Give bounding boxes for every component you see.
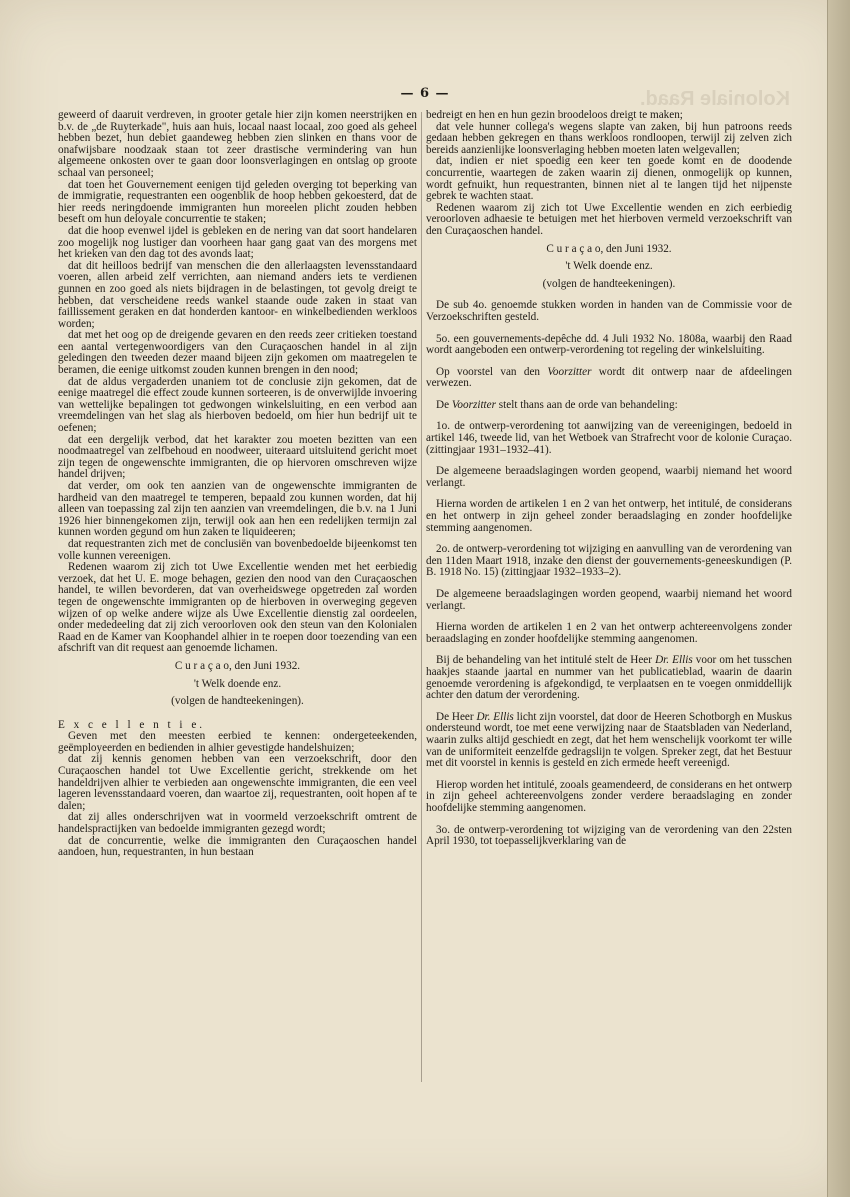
paragraph-3o: 3o. de ontwerp-verordening tot wijziging van de verordening van den 22sten April 1930, tot toepasselijkverklaring van de — [426, 823, 792, 848]
paragraph-beraadslaging: De algemeene beraadslagingen worden geopend, waarbij niemand het woord verlangt. — [426, 465, 792, 489]
paragraph-voorstel — [426, 367, 792, 390]
paragraph: Redenen waarom zij zich tot Uwe Excellentie wenden en zich eerbiedig veroorloven adhaesie te betuigen met het hierboven vermeld verzoekschrift van den Curaçaoschen handel. — [426, 201, 792, 237]
paragraph: dat, indien er niet spoedig een keer ten goede komt en de doodende concurrentie, waartegen de zaken waarin zij dienen, onmogelijk op kunnen, wordt gefnuikt, hun requestranten, binnen niet al te langen tijd het nijpenste gebrek te wachten staat. — [426, 155, 792, 203]
paragraph: dat zij kennis genomen hebben van een verzoekschrift, door den Curaçaoschen handel tot Uwe Excellentie gericht, strekkende om het handeldrijven alhier te verbieden aan ongewenschte immigranten, die een veel lageren levensstandaard voeren, dan waartoe zij, requestranten, ooit hopen af te dalen; — [58, 753, 417, 812]
paragraph: geweerd of daaruit verdreven, in grooter getale hier zijn komen neerstrijken en b.v. de „de Ruyterkade", huis aan huis, locaal naast locaal, zoo goed als geheel hebben bezet, hun debiet gaandeweg hebben zien slinken en thans voor de onafwijsbare noodzaak staan tot zeer drastische vermindering van hun algemeene onkosten over te gaan door loonsverlagingen en ontslag op groote schaal van personeel; — [58, 109, 417, 179]
dr-ellis-italic: Dr. Ellis — [655, 654, 693, 667]
paragraph: Redenen waarom zij zich tot Uwe Excellentie wenden met het eerbiedig verzoek, dat het U. E. moge behagen, gezien den nood van den Curaçaoschen handel, te willen bevorderen, dat van overheidswege opgetreden zal worden tegen de ongewenschte immigranten op de hierboven in overweging gegeven wijzen of op welke andere wijze als Uwe Excellentie dienstig zal oordeelen, onder mededeeling dat zij zich veroorloven ook den steun van den Kolonialen Raad en de Kamer van Koophandel alhier in te roepen door toezending van een afschrift van dit request aan genoemde lichamen. — [58, 561, 417, 655]
paragraph: dat met het oog op de dreigende gevaren en den reeds zeer critieken toestand een aantal vertegenwoordigers van den Curaçaoschen handel in al zijn geledingen den tweeden dezer maand bijeen zijn gekomen om maatregelen te beramen, die eenige uitkomst zouden kunnen brengen in den nood; — [58, 329, 417, 377]
paragraph: dat verder, om ook ten aanzien van de ongewenschte immigranten de hardheid van den maatregel te temperen, bepaald zou kunnen worden, dat hij alleen van toepassing zal zijn ten aanzien van vreemdelingen, die b.v. na 1 Juni 1926 hier binnengekomen zijn, terwijl ook aan hen een redelijken termijn zal kunnen worden gegund om hun zaken te liquideeren; — [58, 480, 417, 539]
paragraph-1o: 1o. de ontwerp-verordening tot aanwijzing van de vereenigingen, bedoeld in artikel 146, tweede lid, van het Wetboek van Strafrecht voor de kolonie Curaçao. (zittingjaar 1931–1932–41). — [426, 420, 792, 456]
closing-formula: 't Welk doende enz. — [565, 260, 653, 273]
right-column — [426, 110, 792, 848]
paragraph-5o: 5o. een gouvernements-depêche dd. 4 Juli 1932 No. 1808a, waarbij den Raad wordt aangeboden een ontwerp-verordening tot regeling der winkelsluiting. — [426, 332, 792, 357]
voorzitter-italic: Voorzitter — [451, 398, 496, 411]
paragraph-beraadslaging: De algemeene beraadslagingen worden geopend, waarbij niemand het woord verlangt. — [426, 588, 792, 612]
text-run: wordt dit ontwerp naar de afdeelingen verwezen. — [426, 365, 792, 390]
signatures-note: (volgen de handteekeningen). — [171, 695, 304, 708]
text-run: Op voorstel van den — [436, 365, 548, 378]
paragraph-ellis — [426, 655, 792, 701]
paragraph: dat dit heilloos bedrijf van menschen die den allerlaagsten levensstandaard voeren, allen arbeid zelf verrichten, aan niemand anders iets te verdienen gunnen en zoo goed als niets bijdragen in de belastingen, tot gevolg dreigt te hebben, dat verscheidene reeds wankel staande oude zaken in staat van faillissement geraken en dat honderden kantoor- en winkelbedienden werkloos worden; — [58, 259, 417, 330]
paragraph: dat die hoop evenwel ijdel is gebleken en de nering van dat soort handelaren zoo mogelijk nog lustiger dan voorheen haar gang gaat van des morgens met het krieken van den dag tot des avonds laat; — [58, 224, 417, 261]
paragraph: dat zij alles onderschrijven wat in voormeld verzoekschrift omtrent de handelspractijken van bedoelde immigranten gezegd wordt; — [58, 811, 417, 836]
page-edge-strip — [827, 0, 850, 1197]
signatures-note: (volgen de handteekeningen). — [542, 277, 676, 290]
salutation: E x c e l l e n t i e. — [58, 718, 206, 731]
page-number: — 6 — — [400, 86, 450, 101]
paragraph: dat requestranten zich met de conclusiën van bovenbedoelde bijeenkomst ten volle kunnen vereenigen. — [58, 537, 417, 562]
text-run: stelt thans aan de orde van behandeling: — [495, 398, 678, 411]
paragraph-heer — [426, 712, 792, 770]
place-date: C u r a ç a o, den Juni 1932. — [174, 659, 301, 672]
paragraph: dat vele hunner collega's wegens slapte van zaken, bij hun patroons reeds gedaan hebben gekregen en thans werkloos rondloopen, terwijl zij zelven zich bereids aanzienlijke loonsverlaging hebben moeten laten welgevallen; — [426, 120, 792, 156]
text-run: licht zijn voorstel, dat door de Heeren Schotborgh en Muskus ondersteund wordt, toe met eene verwijzing naar de Staatsbladen van Nederland, waarin zulks altijd geschiedt en zegt, dat het hem wenschelijk voorkomt ter wille van de uniformiteit eenzelfde gedragslijn te volgen. Spreker zegt, dat het Bestuur met dit voorstel in kennis is gesteld en zich ermede heeft vereenigd. — [426, 710, 793, 770]
paragraph: bedreigt en hen en hun gezin broodeloos dreigt te maken; — [426, 109, 683, 121]
paragraph-sub4: De sub 4o. genoemde stukken worden in handen van de Commissie voor de Verzoekschriften gesteld. — [426, 299, 792, 323]
voorzitter-italic: Voorzitter — [547, 365, 592, 378]
paragraph: dat toen het Gouvernement eenigen tijd geleden overging tot beperking van de immigratie, requestranten een oogenblik de hoop hebben gekoesterd, dat de hier reeds neringdoende immigranten hun moreelen plicht zouden hebben beseft om hun deloyale concurrentie te staken; — [58, 178, 417, 226]
bleed-through-text: Koloniale Raad. — [639, 88, 790, 110]
paragraph: dat de aldus vergaderden unaniem tot de conclusie zijn gekomen, dat de eenige maatregel die effect zoude kunnen sorteeren, is de onverwijlde invoering van wettelijke bepalingen tot gedwongen winkelsluiting, en een verbod aan vreemdelingen van het slag als hierboven bedoeld, om hier hun bedrijf uit te oefenen; — [58, 375, 417, 435]
paragraph-hierop: Hierop worden het intitulé, zooals geamendeerd, de considerans en het ontwerp in zijn geheel achtereenvolgens zonder verdere beraadslaging en zonder hoofdelijke stemming aangenomen. — [426, 778, 793, 814]
left-column — [58, 110, 417, 859]
paragraph-hierna: Hierna worden de artikelen 1 en 2 van het ontwerp achtereenvolgens zonder beraadslaging en zonder hoofdelijke stemming aangenomen. — [426, 621, 792, 645]
text-run: voor om het tusschen haakjes staande jaartal en nummer van het publicatieblad, waarin de daarin genoemde verordening is afgekondigd, te verplaatsen en te voegen onmiddellijk achter den datum der verordening. — [426, 654, 793, 702]
place-date: C u r a ç a o, den Juni 1932. — [546, 242, 672, 255]
text-run: De — [436, 398, 452, 411]
closing-formula: 't Welk doende enz. — [193, 677, 282, 690]
text-run: De Heer — [436, 710, 477, 723]
paragraph: dat een dergelijk verbod, dat het karakter zou moeten bezitten van een noodmaatregel van zelfbehoud en noodweer, uiteraard uitsluitend gericht moet zijn tegen de ongewenschte immigranten, die op hiervoren omschreven wijze handel drijven; — [58, 433, 417, 481]
dr-ellis-italic: Dr. Ellis — [476, 710, 514, 723]
paragraph-2o: 2o. de ontwerp-verordening tot wijziging en aanvulling van de verordening van den 11den Maart 1918, inzake den dienst der gouvernements-geneeskundigen (P. B. 1918 No. 15) (zittingjaar 1932–1933–2). — [426, 543, 792, 579]
paragraph-stelt — [426, 400, 792, 412]
paragraph: dat de concurrentie, welke die immigranten den Curaçaoschen handel aandoen, hun, requestranten, in hun bestaan — [58, 834, 417, 859]
paragraph: Geven met den meesten eerbied te kennen: ondergeteekenden, geëmployeerden en bedienden in alhier gevestigde handelshuizen; — [58, 730, 417, 754]
text-run: Bij de behandeling van het intitulé stelt de Heer — [436, 654, 656, 667]
paragraph-hierna: Hierna worden de artikelen 1 en 2 van het ontwerp, het intitulé, de considerans en het ontwerp in zijn geheel zonder beraadslaging en zonder hoofdelijke stemming aangenomen. — [426, 498, 792, 534]
column-divider — [421, 112, 422, 1082]
